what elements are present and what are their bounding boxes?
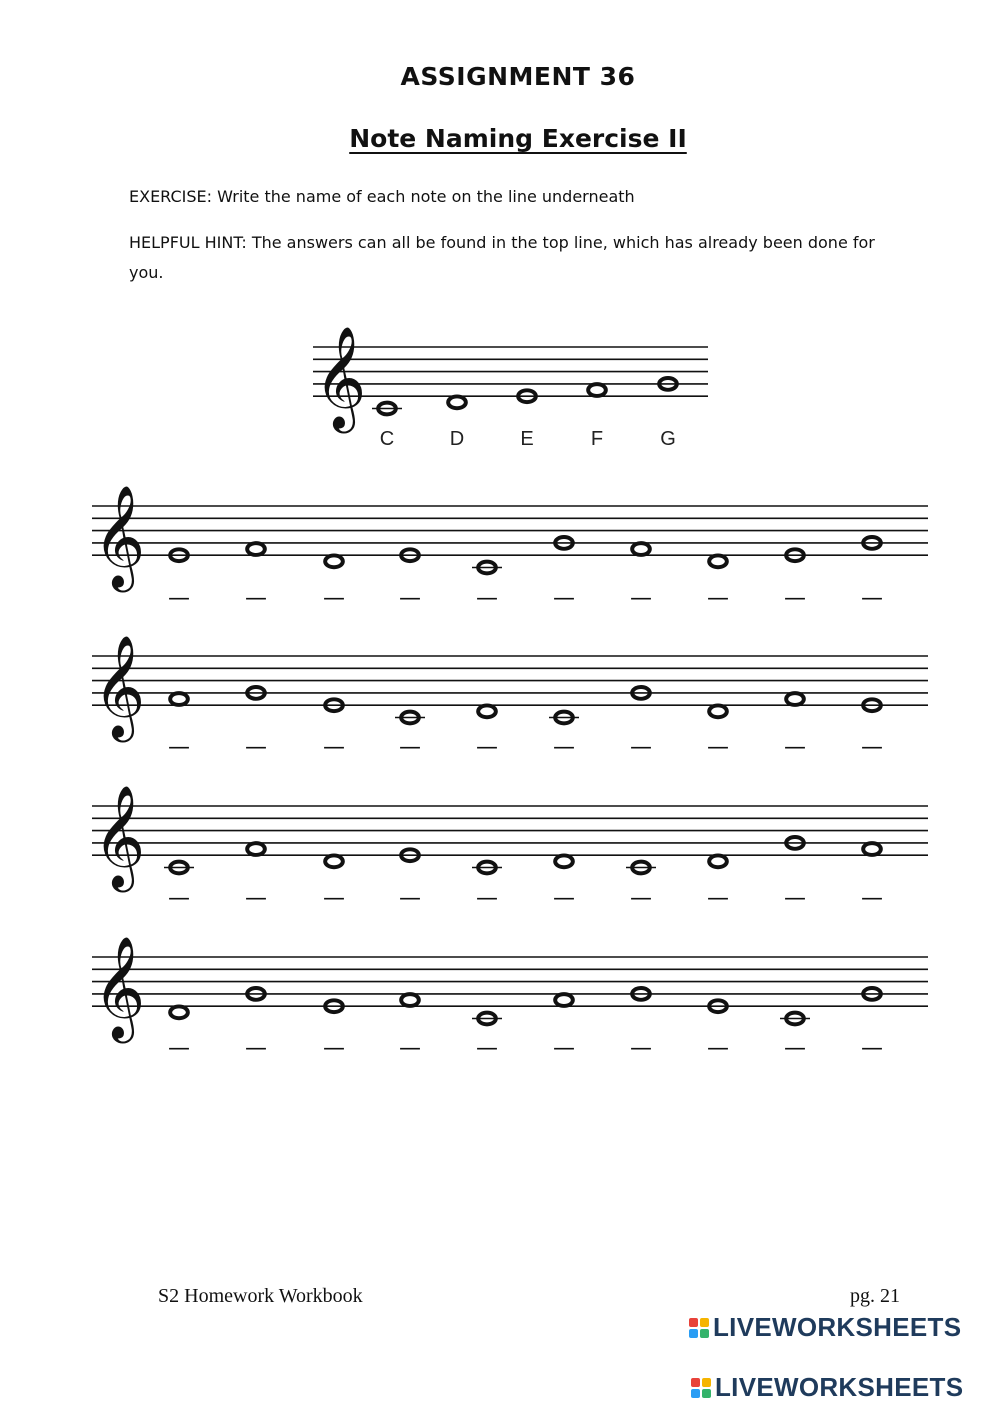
whole-note (472, 1013, 502, 1025)
whole-note (472, 862, 502, 874)
note-head (325, 855, 343, 867)
answer-blank[interactable]: — (323, 586, 345, 611)
note-head (632, 543, 650, 555)
exercise-staff-2 (92, 634, 928, 760)
whole-note (325, 555, 343, 567)
answer-blank[interactable]: — (784, 735, 806, 760)
liveworksheets-logo-bottom (691, 1372, 963, 1403)
treble-clef-icon: 𝄞 (314, 325, 367, 429)
whole-note (555, 855, 573, 867)
whole-note (247, 543, 265, 555)
answer-blank[interactable]: — (476, 735, 498, 760)
whole-note (401, 994, 419, 1006)
liveworksheets-logo-icon (689, 1318, 709, 1338)
helpful-hint: HELPFUL HINT: The answers can all be found in the top line, which has already been done for you. (129, 233, 875, 282)
whole-note (549, 712, 579, 724)
answer-blank[interactable]: — (399, 1036, 421, 1061)
whole-note (632, 543, 650, 555)
whole-note (170, 1006, 188, 1018)
liveworksheets-logo (689, 1312, 961, 1343)
whole-note (786, 693, 804, 705)
whole-note (170, 693, 188, 705)
answer-blank[interactable]: — (399, 586, 421, 611)
answer-blank[interactable]: — (784, 586, 806, 611)
whole-note (780, 1013, 810, 1025)
answer-blank[interactable]: — (553, 1036, 575, 1061)
whole-note (709, 855, 727, 867)
whole-note (395, 712, 425, 724)
note-head (709, 555, 727, 567)
treble-clef-icon: 𝄞 (93, 634, 146, 738)
whole-note (472, 562, 502, 574)
whole-note (448, 396, 466, 408)
answer-blank[interactable]: — (168, 886, 190, 911)
whole-note (164, 862, 194, 874)
exercise-instruction: EXERCISE: Write the name of each note on the line underneath (129, 187, 635, 206)
liveworksheets-logo-text: LIVEWORKSHEETS (715, 1372, 964, 1402)
answer-blank[interactable]: — (630, 1036, 652, 1061)
answer-blank[interactable]: — (630, 586, 652, 611)
whole-note (709, 705, 727, 717)
whole-note (247, 843, 265, 855)
whole-note (325, 855, 343, 867)
answer-blank[interactable]: — (245, 735, 267, 760)
note-head (170, 693, 188, 705)
answer-blank[interactable]: — (553, 735, 575, 760)
answer-blank[interactable]: — (245, 586, 267, 611)
note-head (247, 543, 265, 555)
answer-blank[interactable]: — (168, 1036, 190, 1061)
answer-blank[interactable]: — (861, 586, 883, 611)
answer-blank[interactable]: — (553, 586, 575, 611)
exercise-staff-4 (92, 935, 928, 1061)
exercise-subtitle-text: Note Naming Exercise II (349, 124, 687, 153)
note-head (786, 693, 804, 705)
note-head (170, 1006, 188, 1018)
answer-blank[interactable]: — (784, 1036, 806, 1061)
liveworksheets-logo-icon (691, 1378, 711, 1398)
whole-note (478, 705, 496, 717)
answer-blank[interactable]: — (861, 1036, 883, 1061)
note-head (325, 555, 343, 567)
treble-clef-icon: 𝄞 (93, 484, 146, 588)
answer-blank[interactable]: — (245, 886, 267, 911)
assignment-title: ASSIGNMENT 36 (400, 62, 636, 91)
reference-note-name: E (520, 428, 534, 450)
note-head (709, 705, 727, 717)
note-head (863, 843, 881, 855)
exercise-staff-1 (92, 484, 928, 611)
reference-note-name: C (379, 428, 395, 450)
note-head (247, 843, 265, 855)
answer-blank[interactable]: — (399, 735, 421, 760)
whole-note (555, 994, 573, 1006)
note-head (401, 994, 419, 1006)
answer-blank[interactable]: — (323, 735, 345, 760)
reference-note-name: F (590, 428, 604, 450)
whole-note (709, 555, 727, 567)
note-head (555, 855, 573, 867)
answer-blank[interactable]: — (476, 886, 498, 911)
workbook-name: S2 Homework Workbook (158, 1285, 363, 1307)
answer-blank[interactable]: — (861, 886, 883, 911)
note-head (588, 384, 606, 396)
reference-note-name: D (449, 428, 465, 450)
answer-blank[interactable]: — (245, 1036, 267, 1061)
note-head (555, 994, 573, 1006)
whole-note (863, 843, 881, 855)
answer-blank[interactable]: — (707, 735, 729, 760)
answer-blank[interactable]: — (707, 886, 729, 911)
reference-note-name: G (660, 428, 676, 450)
reference-staff (313, 325, 708, 450)
note-head (448, 396, 466, 408)
liveworksheets-logo-text: LIVEWORKSHEETS (713, 1312, 962, 1342)
treble-clef-icon: 𝄞 (93, 935, 146, 1039)
answer-blank[interactable]: — (476, 586, 498, 611)
note-head (709, 855, 727, 867)
whole-note (626, 862, 656, 874)
whole-note (372, 403, 402, 415)
answer-blank[interactable]: — (861, 735, 883, 760)
whole-note (588, 384, 606, 396)
exercise-staff-3 (92, 784, 928, 911)
answer-blank[interactable]: — (784, 886, 806, 911)
answer-blank[interactable]: — (476, 1036, 498, 1061)
treble-clef-icon: 𝄞 (93, 784, 146, 888)
answer-blank[interactable]: — (168, 586, 190, 611)
answer-blank[interactable]: — (323, 1036, 345, 1061)
answer-blank[interactable]: — (168, 735, 190, 760)
answer-blank[interactable]: — (553, 886, 575, 911)
answer-blank[interactable]: — (399, 886, 421, 911)
answer-blank[interactable]: — (707, 1036, 729, 1061)
answer-blank[interactable]: — (630, 735, 652, 760)
answer-blank[interactable]: — (630, 886, 652, 911)
answer-blank[interactable]: — (323, 886, 345, 911)
page-number: pg. 21 (850, 1285, 900, 1307)
note-head (478, 705, 496, 717)
answer-blank[interactable]: — (707, 586, 729, 611)
